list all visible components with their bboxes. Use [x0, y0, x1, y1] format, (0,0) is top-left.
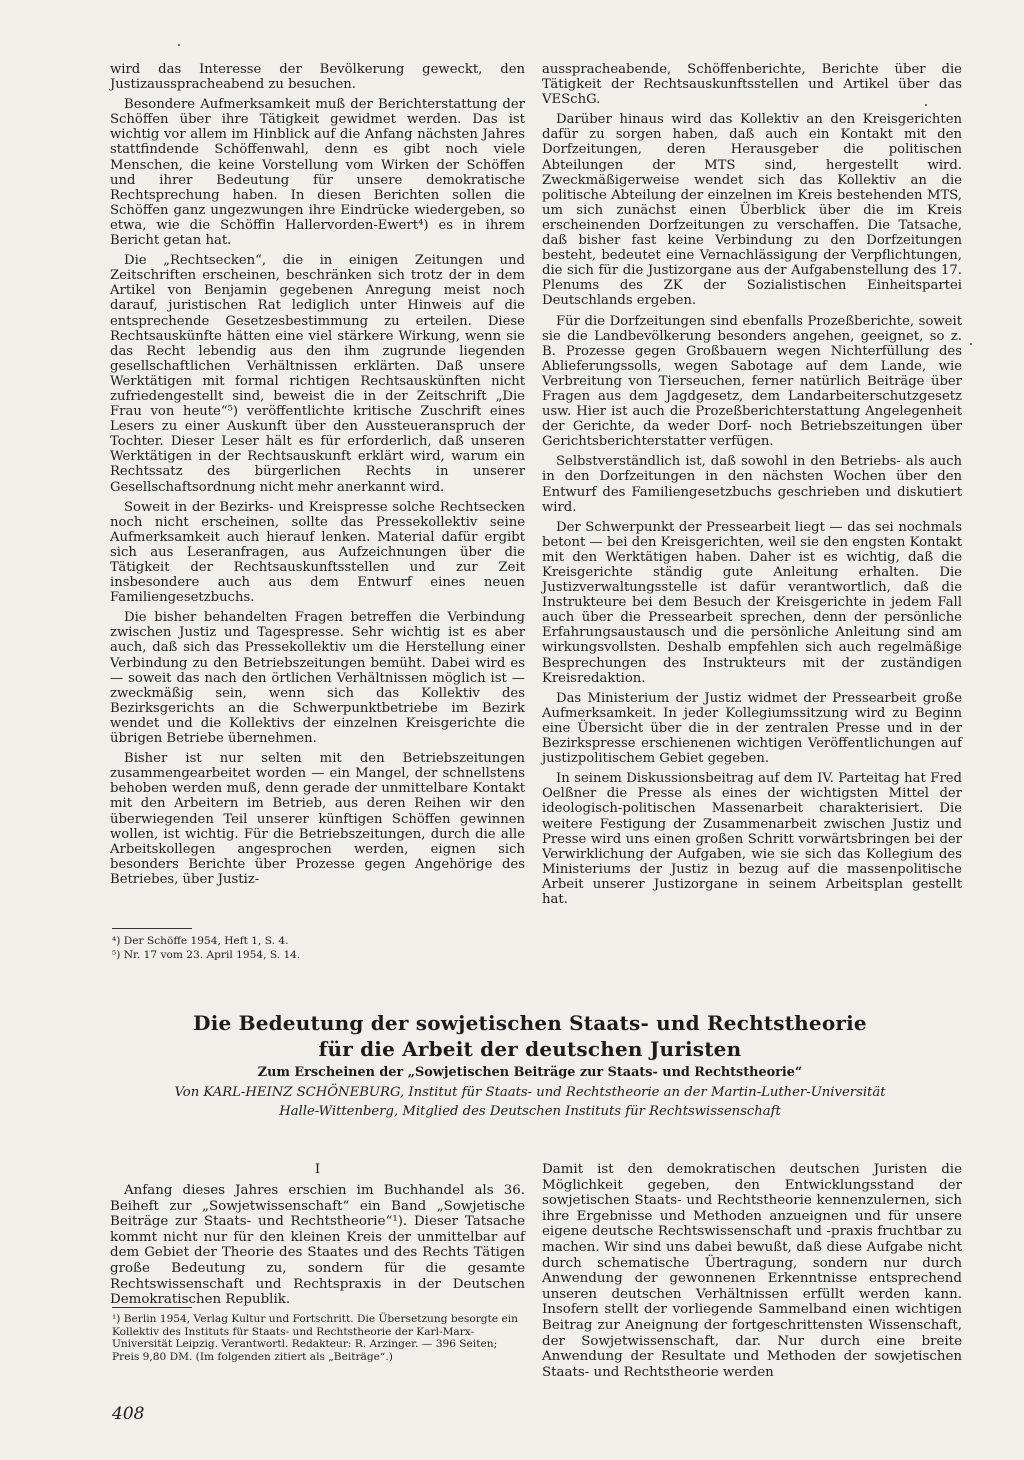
paragraph: Bisher ist nur selten mit den Betriebszeitungen zusammengearbeitet worden — ein Mangel, der schnellstens behoben werden muß, denn gerade der unmittelbare Kontakt mit den Arbeitern im Betrieb, aus deren Reihen wir den überwiegenden Teil unserer künftigen Schöffen gewinnen wollen, ist wichtig. Für die Betriebszeitungen, durch die alle Arbeitskollegen angesprochen werden, eignen sich besonders Berichte über Prozesse gegen Angehörige des Betriebes, über Justiz-	[110, 751, 525, 887]
speck-3	[970, 343, 972, 345]
paragraph: ausspracheabende, Schöffenberichte, Berichte über die Tätigkeit der Rechtsauskunftsstellen und Artikel über das VESchG.	[542, 62, 962, 108]
paragraph: Die „Rechtsecken“, die in einigen Zeitungen und Zeitschriften erscheinen, beschränken sich trotz der in dem Artikel von Benjamin gegebenen Anregung meist noch darauf, juristischen Rat lediglich unter Hinweis auf die entsprechende Gesetzesbestimmung zu erteilen. Diese Rechtsauskünfte hätten eine viel stärkere Wirkung, wenn sie das Recht lebendig aus den ihm zugrunde liegenden gesellschaftlichen Verhältnissen erklärten. Daß unsere Werktätigen mit formal richtigen Rechtsauskünften nicht zufriedengestellt sind, beweist die in der Zeitschrift „Die Frau von heute“⁵) veröffentlichte kritische Zuschrift eines Lesers zu einer Auskunft über den Aussteueranspruch der Tochter. Dieser Leser hält es für erforderlich, daß unseren Werktätigen in der Rechtsauskunft erklärt wird, warum ein Rechtssatz des bürgerlichen Rechts in unserer Gesellschaftsordnung nicht mehr anerkannt wird.	[110, 253, 525, 495]
paragraph: Für die Dorfzeitungen sind ebenfalls Prozeßberichte, soweit sie die Landbevölkerung besonders angehen, geeignet, so z. B. Prozesse gegen Großbauern wegen Nichterfüllung des Ablieferungssolls, wegen Sabotage auf dem Lande, wie Verbreitung von Tierseuchen, ferner natürlich Beiträge über Fragen aus dem Jagdgesetz, dem Landarbeiterschutzgesetz usw. Hier ist auch die Prozeßberichterstattung Angelegenheit der Gerichte, da weder Dorf- noch Betriebszeitungen über Gerichtsberichterstatter verfügen.	[542, 313, 962, 450]
paragraph: Damit ist den demokratischen deutschen Juristen die Möglichkeit gegeben, den Entwicklungsstand der sowjetischen Staats- und Rechtstheorie kennenzulernen, sich ihre Ergebnisse und Methoden anzueignen und für unsere eigene deutsche Rechtswissenschaft und -praxis fruchtbar zu machen. Wir sind uns dabei bewußt, daß diese Aufgabe nicht durch schematische Übertragung, sondern nur durch Anwendung der gewonnenen Erkenntnisse entsprechend unseren deutschen Verhältnissen erfüllt werden kann. Insofern stellt der vorliegende Sammelband einen wichtigen Beitrag zur Aneignung der fortgeschrittensten Wissenschaft, der Sowjetwissenschaft, dar. Nur durch eine breite Anwendung der Resultate und Methoden der sowjetischen Staats- und Rechtstheorie werden	[542, 1162, 962, 1380]
paragraph: wird das Interesse der Bevölkerung geweckt, den Justizausspracheabend zu besuchen.	[110, 62, 525, 93]
paragraph: Besondere Aufmerksamkeit muß der Berichterstattung der Schöffen über ihre Tätigkeit gewidmet werden. Das ist wichtig vor allem im Hinblick auf die Anfang nächsten Jahres stattfindende Schöffenwahl, denn es gibt noch viele Menschen, die keine Vorstellung vom Wirken der Schöffen und ihrer Bedeutung für unsere demokratische Rechtsprechung haben. In diesen Berichten sollen die Schöffen ganz ungezwungen ihre Eindrücke wiedergeben, so etwa, wie die Schöffin Hallervorden-Ewert⁴) es in ihrem Bericht getan hat.	[110, 97, 525, 249]
section-number: I	[314, 1162, 321, 1177]
footnotes-bottom	[112, 1313, 522, 1364]
speck-1	[178, 44, 180, 46]
paragraph: Die bisher behandelten Fragen betreffen die Verbindung zwischen Justiz und Tagespresse. Sehr wichtig ist es aber auch, daß sich das Pressekollektiv um die Herstellung einer Verbindung zu den Betriebszeitungen bemüht. Dabei wird es — soweit das nach den örtlichen Verhältnissen möglich ist — zweckmäßig sein, wenn sich das Kollektiv des Bezirksgerichts an die Schwerpunktbetriebe im Bezirk wendet und die Kollektivs der einzelnen Kreisgerichte die übrigen Betriebe übernehmen.	[110, 610, 525, 747]
right-column-bottom	[542, 1162, 962, 1385]
left-column-top	[110, 62, 525, 892]
footnote-rule-bottom	[112, 1307, 192, 1308]
article-title-line-1: Die Bedeutung der sowjetischen Staats- und Rechtstheorie	[193, 1011, 867, 1035]
paragraph: In seinem Diskussionsbeitrag auf dem IV. Parteitag hat Fred Oelßner die Presse als eines der wichtigsten Mittel der ideologisch-politischen Massenarbeit charakterisiert. Die weitere Festigung der Zusammenarbeit zwischen Justiz und Presse wird uns einen großen Schritt vorwärtsbringen bei der Verwirklichung der Aufgaben, wie sie sich das Kollegium des Ministeriums der Justiz in bezug auf die massenpolitische Arbeit unserer Justizorgane in seinem Arbeitsplan gestellt hat.	[542, 771, 962, 907]
footnote: ⁴) Der Schöffe 1954, Heft 1, S. 4.	[112, 935, 289, 947]
footnote: ¹) Berlin 1954, Verlag Kultur und Fortschritt. Die Übersetzung besorgte ein Kollektiv des Instituts für Staats- und Rechtstheorie der Karl-Marx-Universität Leipzig. Verantwortl. Redakteur: R. Arzinger. — 396 Seiten; Preis 9,80 DM. (Im folgenden zitiert als „Beiträge“.)	[112, 1313, 518, 1363]
paragraph: Das Ministerium der Justiz widmet der Pressearbeit große Aufmerksamkeit. In jeder Kollegiumssitzung wird zu Beginn eine Übersicht über die in der zentralen Presse und in der Bezirkspresse erschienenen wichtigen Veröffentlichungen auf justizpolitischem Gebiet gegeben.	[542, 690, 962, 767]
footnote-rule-top	[112, 928, 192, 929]
paragraph: Anfang dieses Jahres erschien im Buchhandel als 36. Beiheft zur „Sowjetwissenschaft“ ein Band „Sowjetische Beiträge zur Staats- und Rechtstheorie“¹). Dieser Tatsache kommt nicht nur für den kleinen Kreis der unmittelbar auf dem Gebiet der Theorie des Staates und des Rechts Tätigen große Bedeutung zu, sondern für die gesamte Rechtswissenschaft und Rechtspraxis in der Deutschen Demokratischen Republik.	[110, 1183, 525, 1308]
speck-2	[925, 104, 927, 106]
page-number: 408	[112, 1404, 145, 1424]
article-subtitle: Zum Erscheinen der „Sowjetischen Beiträge zur Staats- und Rechtstheorie“	[257, 1065, 803, 1080]
paragraph: Darüber hinaus wird das Kollektiv an den Kreisgerichten dafür zu sorgen haben, daß auch ein Kontakt mit den Dorfzeitungen, deren Herausgeber die politischen Abteilungen der MTS sind, hergestellt wird. Zweckmäßigerweise wendet sich das Kollektiv an die politische Abteilung der einzelnen im Kreis bestehenden MTS, um sich zunächst einen Überblick über die im Kreis erscheinenden Dorfzeitungen zu verschaffen. Die Tatsache, daß bisher fast keine Verbindung zu den Dorfzeitungen besteht, bedeutet eine Vernachlässigung der Verpflichtungen, die sich für die Justizorgane aus der Aufgabenstellung des 17. Plenums des ZK der Sozialistischen Einheitspartei Deutschlands ergeben.	[542, 112, 962, 309]
left-column-bottom	[110, 1162, 525, 1313]
author-line-2: Halle-Wittenberg, Mitglied des Deutschen Instituts für Rechtswissenschaft	[279, 1104, 781, 1119]
right-column-top	[542, 62, 962, 912]
footnote: ⁵) Nr. 17 vom 23. April 1954, S. 14.	[112, 948, 301, 961]
article-header	[100, 1010, 960, 1120]
article-title-line-2: für die Arbeit der deutschen Juristen	[318, 1037, 742, 1061]
paragraph: Soweit in der Bezirks- und Kreispresse solche Rechtsecken noch nicht erscheinen, sollte das Pressekollektiv seine Aufmerksamkeit auch hierauf lenken. Material dafür ergibt sich aus Leseranfragen, aus Aufzeichnungen über die Tätigkeit der Rechtsauskunftsstellen und zur Zeit insbesondere auch aus dem Entwurf eines neuen Familiengesetzbuchs.	[110, 499, 525, 606]
paragraph: Der Schwerpunkt der Pressearbeit liegt — das sei nochmals betont — bei den Kreisgerichten, weil sie den engsten Kontakt mit den Werktätigen haben. Daher ist es wichtig, daß die Kreisgerichte ständig gute Anleitung erhalten. Die Justizverwaltungsstelle ist dafür verantwortlich, daß die Instrukteure bei dem Besuch der Kreisgerichte in jedem Fall auch über die Pressearbeit sprechen, denn der persönliche Erfahrungsaustausch und die persönliche Anleitung sind am wirkungsvollsten. Deshalb empfehlen sich auch regelmäßige Besprechungen des Instrukteurs mit der zuständigen Kreisredaktion.	[542, 519, 962, 686]
author-line-1: Von KARL-HEINZ SCHÖNEBURG, Institut für Staats- und Rechtstheorie an der Martin-Luther-Universität	[174, 1085, 886, 1100]
footnotes-top	[112, 935, 522, 962]
paragraph: Selbstverständlich ist, daß sowohl in den Betriebs- als auch in den Dorfzeitungen in den nächsten Wochen über den Entwurf des Familiengesetzbuchs geschrieben und diskutiert wird.	[542, 454, 962, 515]
